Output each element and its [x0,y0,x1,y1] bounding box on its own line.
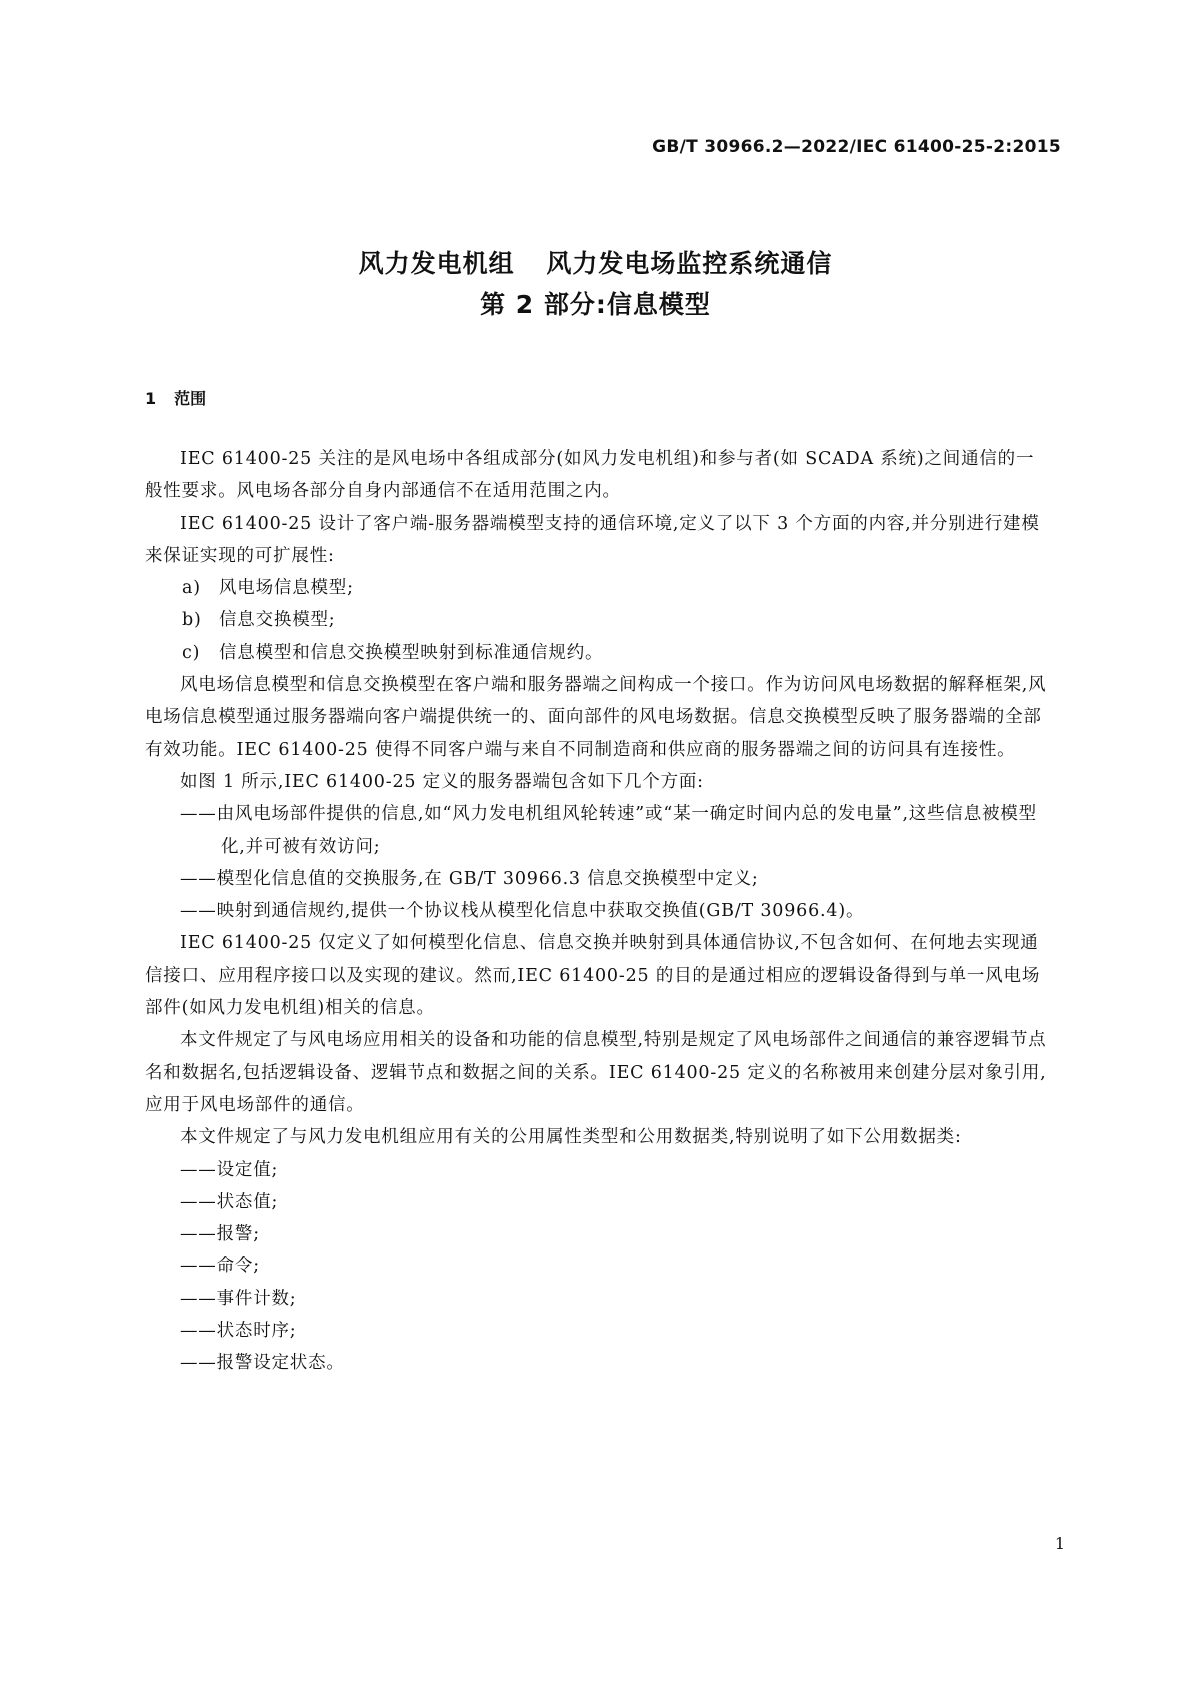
list-item [145,637,1051,669]
list-marker: b) [182,610,202,631]
list-item-text: 信息交换模型; [219,610,336,631]
standard-code: GB/T 30966.2—2022/IEC 61400-25-2:2015 [652,137,1061,157]
list-item [145,572,1051,604]
dash-list-item: ——状态时序; [180,1321,297,1342]
dash-list-item: ——设定值; [180,1159,279,1180]
paragraph: 风电场信息模型和信息交换模型在客户端和服务器端之间构成一个接口。作为访问风电场数据的解释框架,风电场信息模型通过服务器端向客户端提供统一的、面向部件的风电场数据。信息交换模型反映了服务器端的全部有效功能。IEC 61400-25 使得不同客户端与来自不同制造商和供应商的服务器端之间的访问具有连接性。 [145,675,1047,760]
list-item-text: 信息模型和信息交换模型映射到标准通信规约。 [219,642,604,663]
paragraph: IEC 61400-25 关注的是风电场中各组成部分(如风力发电机组)和参与者(如 SCADA 系统)之间通信的一般性要求。风电场各部分自身内部通信不在适用范围之内。 [145,449,1035,502]
page-number: 1 [1054,1534,1065,1553]
section-body [145,443,1051,1380]
list-item [145,604,1051,636]
paragraph: IEC 61400-25 设计了客户端-服务器端模型支持的通信环境,定义了以下 3 个方面的内容,并分别进行建模来保证实现的可扩展性: [145,513,1040,566]
section-number: 1 [145,389,157,408]
document-subtitle: 第 2 部分:信息模型 [480,290,711,319]
dash-list-item: ——映射到通信规约,提供一个协议栈从模型化信息中获取交换值(GB/T 30966.4)。 [180,901,865,922]
dash-list-item: ——报警; [180,1224,260,1245]
list-marker: a) [182,578,201,599]
paragraph: IEC 61400-25 仅定义了如何模型化信息、信息交换并映射到具体通信协议,不包含如何、在何地去实现通信接口、应用程序接口以及实现的建议。然而,IEC 61400-25 的目的是通过相应的逻辑设备得到与单一风电场部件(如风力发电机组)相关的信息。 [145,933,1041,1019]
dash-list-item: ——模型化信息值的交换服务,在 GB/T 30966.3 信息交换模型中定义; [180,868,759,889]
dash-list-item: ——事件计数; [180,1288,297,1309]
dash-list-item: ——命令; [180,1256,260,1277]
section-title: 范围 [174,389,207,408]
dash-list-item: ——状态值; [180,1191,279,1212]
paragraph: 本文件规定了与风电场应用相关的设备和功能的信息模型,特别是规定了风电场部件之间通信的兼容逻辑节点名和数据名,包括逻辑设备、逻辑节点和数据之间的关系。IEC 61400-25 定义的名称被用来创建分层对象引用,应用于风电场部件的通信。 [145,1030,1047,1115]
paragraph: 如图 1 所示,IEC 61400-25 定义的服务器端包含如下几个方面: [180,771,704,792]
list-item-text: 风电场信息模型; [219,578,354,599]
paragraph: 本文件规定了与风力发电机组应用有关的公用属性类型和公用数据类,特别说明了如下公用数据类: [180,1127,962,1148]
list-marker: c) [182,642,201,663]
section-heading [145,386,206,409]
dash-list-item: ——报警设定状态。 [180,1353,345,1374]
dash-list-item: ——由风电场部件提供的信息,如“风力发电机组风轮转速”或“某一确定时间内总的发电量”,这些信息被模型化,并可被有效访问; [180,804,1037,857]
document-title: 风力发电机组 风力发电场监控系统通信 [358,249,833,278]
